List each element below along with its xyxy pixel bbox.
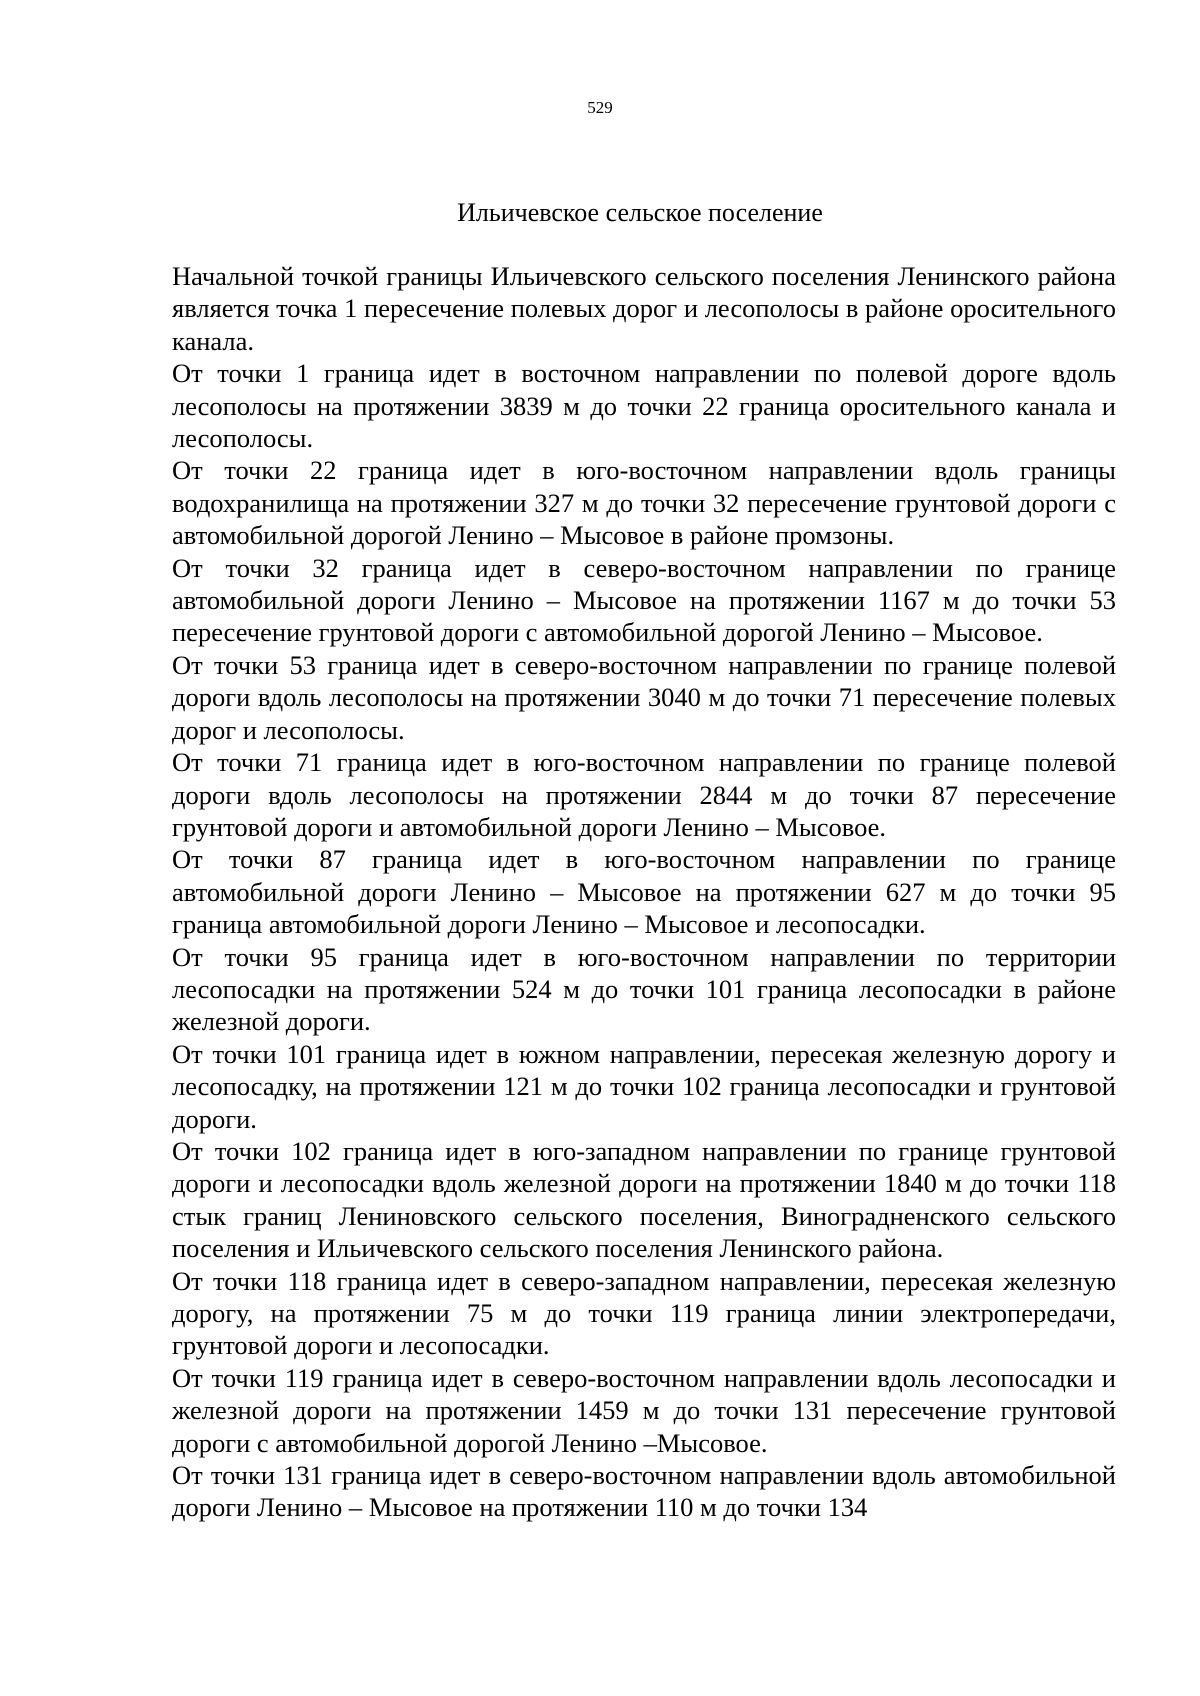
paragraph: От точки 1 граница идет в восточном направлении по полевой дороге вдоль лесополосы на протяжении 3839 м до точки 22 граница оросительного канала и лесополосы. bbox=[172, 358, 1116, 454]
paragraph: От точки 71 граница идет в юго-восточном направлении по границе полевой дороги вдоль лесополосы на протяжении 2844 м до точки 87 пересечение грунтовой дороги и автомобильной дороги Ленино – Мысовое. bbox=[172, 747, 1116, 842]
paragraph: От точки 22 граница идет в юго-восточном направлении вдоль границы водохранилища на протяжении 327 м до точки 32 пересечение грунтовой дороги с автомобильной дорогой Ленино – Мысовое в районе промзоны. bbox=[172, 455, 1116, 551]
paragraph: От точки 32 граница идет в северо-восточном направлении по границе автомобильной дороги Ленино – Мысовое на протяжении 1167 м до точки 53 пересечение грунтовой дороги с автомобильной дорогой Ленино – Мысовое. bbox=[172, 552, 1116, 648]
paragraph: От точки 95 граница идет в юго-восточном направлении по территории лесопосадки на протяжении 524 м до точки 101 граница лесопосадки в районе железной дороги. bbox=[172, 941, 1116, 1037]
paragraph: От точки 118 граница идет в северо-западном направлении, пересекая железную дорогу, на протяжении 75 м до точки 119 граница линии электропередачи, грунтовой дороги и лесопосадки. bbox=[172, 1265, 1116, 1361]
paragraph: Начальной точкой границы Ильичевского сельского поселения Ленинского района является точка 1 пересечение полевых дорог и лесополосы в районе оросительного канала. bbox=[172, 261, 1116, 356]
paragraph: От точки 131 граница идет в северо-восточном направлении вдоль автомобильной дороги Ленино – Мысовое на протяжении 110 м до точки 134 bbox=[172, 1460, 1116, 1523]
paragraph: От точки 87 граница идет в юго-восточном направлении по границе автомобильной дороги Ленино – Мысовое на протяжении 627 м до точки 95 граница автомобильной дороги Ленино – Мысовое и лесопосадки. bbox=[172, 844, 1116, 940]
paragraph: От точки 101 граница идет в южном направлении, пересекая железную дорогу и лесопосадку, на протяжении 121 м до точки 102 граница лесопосадки и грунтовой дороги. bbox=[172, 1038, 1116, 1134]
paragraph: От точки 53 граница идет в северо-восточном направлении по границе полевой дороги вдоль лесополосы на протяжении 3040 м до точки 71 пересечение полевых дорог и лесополосы. bbox=[172, 649, 1116, 745]
paragraph: От точки 102 граница идет в юго-западном направлении по границе грунтовой дороги и лесопосадки вдоль железной дороги на протяжении 1840 м до точки 118 стык границ Лениновского сельского поселения, Виноградненского сельского поселения и Ильичевского сельского поселения Ленинского района. bbox=[172, 1135, 1116, 1264]
paragraph: От точки 119 граница идет в северо-восточном направлении вдоль лесопосадки и железной дороги на протяжении 1459 м до точки 131 пересечение грунтовой дороги с автомобильной дорогой Ленино –Мысовое. bbox=[172, 1362, 1116, 1458]
document-body bbox=[172, 260, 1116, 1524]
document-title: Ильичевское сельское поселение bbox=[457, 198, 823, 227]
page-number: 529 bbox=[587, 98, 613, 117]
